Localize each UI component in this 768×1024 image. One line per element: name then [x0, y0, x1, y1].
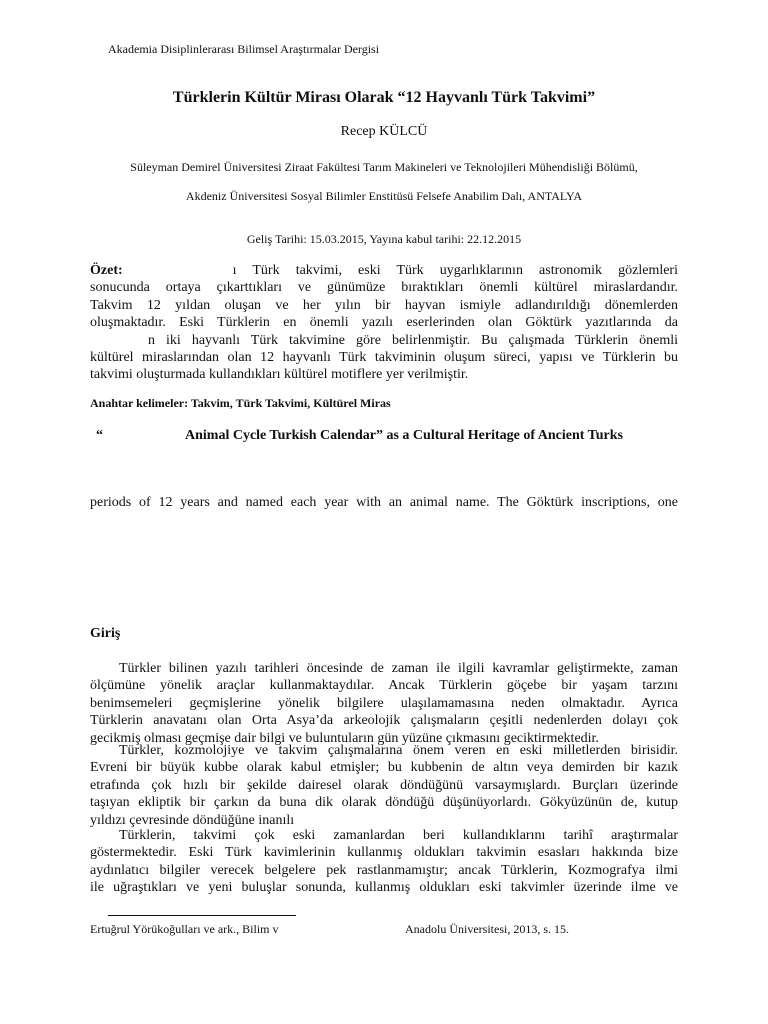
body-line: Türklerin anavatanı olan Orta Asya’da arkeolojik çalışmaların çeşitli nedenlerden dolayı çok [90, 713, 678, 729]
body-paragraph-2 [90, 742, 678, 829]
submission-dates: Geliş Tarihi: 15.03.2015, Yayına kabul tarihi: 22.12.2015 [246, 232, 522, 246]
body-line: benimsemeleri geçmişlerine yönelik bilgilere ulaşılamamasına neden olmaktadır. Ayrıca [90, 695, 678, 711]
abstract-line: Takvim 12 yıldan oluşan ve her yılın bir hayvan ismiyle adlandırıldığı dönemlerden [90, 297, 678, 313]
affiliation-1: Süleyman Demirel Üniversitesi Ziraat Fakültesi Tarım Makineleri ve Teknolojileri Mühendisliği Bölümü, [130, 160, 638, 174]
abstract [90, 262, 678, 384]
abstract-label: Özet: [90, 263, 123, 278]
abstract-line [90, 262, 678, 279]
body-line: ile uğraştıkları ve yeni buluşlar sonunda, kullanmış oldukları eski takvimler üzerinde ilme ve [90, 880, 678, 896]
footnote-right: Anadolu Üniversitesi, 2013, s. 15. [405, 922, 569, 936]
abstract-line: sonucunda ortaya çıkarttıkları ve günümüze bıraktıkları önemli kültürel miraslardandır. [90, 280, 678, 296]
body-paragraph-3 [90, 827, 678, 897]
affiliation-2: Akdeniz Üniversitesi Sosyal Bilimler Enstitüsü Felsefe Anabilim Dalı, ANTALYA [185, 189, 583, 203]
footnote-left: Ertuğrul Yörükoğulları ve ark., Bilim v [90, 922, 279, 936]
body-line: göstermektedir. Eski Türk kavimlerinin kullanmış oldukları takvimin esasları hakkında bize [90, 845, 678, 861]
body-line: gecikmiş olması geçmişe dair bilgi ve buluntuların gün yüzüne çıkmasını geciktirmektedir. [90, 730, 599, 746]
journal-header: Akademia Disiplinlerarası Bilimsel Araştırmalar Dergisi [108, 42, 380, 56]
body-line: taşıyan ekliptik bir çarkın da buna dik olarak döndüğü düşünüyorlardı. Gökyüzünün de, kutup [90, 795, 678, 811]
english-title-text: Animal Cycle Turkish Calendar” as a Cultural Heritage of Ancient Turks [185, 428, 623, 443]
english-abstract-line: periods of 12 years and named each year with an animal name. The Göktürk inscriptions, one [90, 495, 678, 510]
keywords: Anahtar kelimeler: Takvim, Türk Takvimi, Kültürel Miras [90, 396, 391, 410]
abstract-line: takvimi oluşturmada kullandıkları kültürel motiflere yer verilmiştir. [90, 367, 469, 383]
body-line: Türkler, kozmolojiye ve takvim çalışmalarına önem veren en eski milletlerden birisidir. [119, 743, 678, 758]
body-line: yıldızı çevresinde döndüğüne inanılı [90, 812, 295, 828]
body-line: Türkler bilinen yazılı tarihleri öncesinde de zaman ile ilgili kavramlar geliştirmekte, zaman [119, 661, 678, 676]
abstract-line: kültürel miraslarından olan 12 hayvanlı Türk takviminin oluşum süreci, yapısı ve Türklerin bu [90, 350, 678, 366]
abstract-line: oluşmaktadır. Eski Türklerin en önemli yazılı eserlerinden olan Göktürk yazıtlarında da [90, 315, 678, 331]
body-line: etrafında çok hızlı bir şekilde dairesel olarak döndüğünü varsaymışlardı. Burçları üzerinde [90, 777, 678, 793]
english-title-quote: “ [96, 428, 103, 443]
body-line: aydınlatıcı bilgiler verecek belgelere pek rastlanmamıştır; ancak Türklerin, Kozmografya ilmi [90, 862, 678, 878]
abstract-text: ı Türk takvimi, eski Türk uygarlıklarının astronomik gözlemleri [232, 263, 678, 278]
body-line: ölçümüne yönelik araçlar kullanmaktaydılar. Ancak Türklerin göçebe bir yaşam tarzını [90, 678, 678, 694]
section-heading: Giriş [90, 626, 121, 641]
body-line: Türklerin, takvimi çok eski zamanlardan beri kullandıklarını tarihî araştırmalar [119, 828, 678, 843]
body-paragraph-1 [90, 660, 678, 747]
paper-title: Türklerin Kültür Mirası Olarak “12 Hayvanlı Türk Takvimi” [172, 89, 596, 106]
footnote [90, 922, 569, 937]
abstract-line: n iki hayvanlı Türk takvimine göre belirlenmiştir. Bu çalışmada Türklerin önemli [148, 332, 678, 348]
footnote-rule [108, 915, 296, 916]
author-name: Recep KÜLCÜ [340, 124, 428, 139]
body-line: Evreni bir büyük kubbe olarak kabul etmişler; bu kubbenin de altın veya demirden bir kazık [90, 760, 678, 776]
